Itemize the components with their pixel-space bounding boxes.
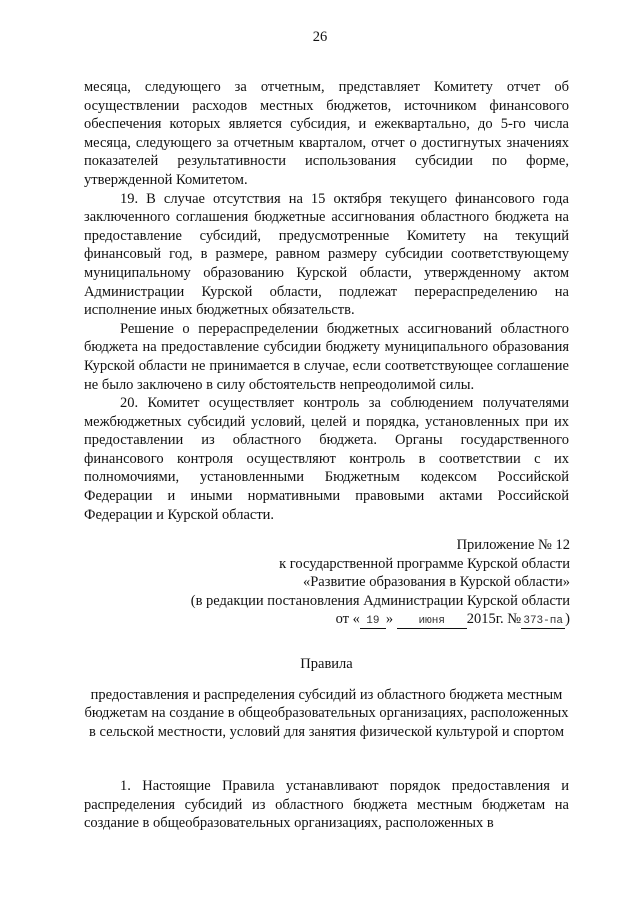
body-text-bottom xyxy=(84,777,569,833)
rules-title xyxy=(84,655,569,741)
appendix-header xyxy=(191,536,570,629)
appendix-program: к государственной программе Курской области xyxy=(279,555,570,572)
date-year: 2015г. № xyxy=(466,611,522,628)
body-text-top xyxy=(84,78,569,524)
paragraph-20: 20. Комитет осуществляет контроль за соблюдением получателями межбюджетных субсидий условий, целей и порядка, установленных при их предоставлении из областного бюджета. Органы государственного финансового контроля осуществляют контроль в соответствии с их полномочиями, установленными Бюджетным кодексом Российской Федерации и иными нормативными правовыми актами Российской Федерации и Курской области. xyxy=(84,395,569,523)
rules-heading: Правила xyxy=(300,656,353,672)
date-month-field: июня xyxy=(397,615,467,629)
appendix-number: Приложение № 12 xyxy=(456,537,570,553)
paragraph-19: 19. В случае отсутствия на 15 октября текущего финансового года заключенного соглашения бюджетные ассигнования областного бюджета на предоставление субсидий, предусмотренные Комитету на текущий финансовый год, в размере, равном размеру субсидии соответствующему муниципальному образованию Курской области, утвержденному актом Администрации Курской области, подлежат перераспределению на исполнение иных бюджетных обязательств. xyxy=(84,190,569,319)
paragraph-redistribution: Решение о перераспределении бюджетных ассигнований областного бюджета на предоставление субсидии бюджету муниципального образования Курской области не принимается в случае, если соответствующее соглашение не было заключено в силу обстоятельств непреодолимой силы. xyxy=(84,320,569,393)
rules-subheading: предоставления и распределения субсидий из областного бюджета местным бюджетам на создание в общеобразовательных организациях, расположенных в сельской местности, условий для занятия физической культурой и спортом xyxy=(84,686,569,740)
date-day-field: 19 xyxy=(360,615,386,629)
appendix-edition: (в редакции постановления Администрации Курской области xyxy=(190,592,570,609)
paragraph-1: 1. Настоящие Правила устанавливают порядок предоставления и распределения субсидий из областного бюджета местным бюджетам на создание в общеобразовательных организациях, расположенных в xyxy=(84,778,569,832)
appendix-date-line: от « 19 » июня 2015г. № 373-па ) xyxy=(335,611,570,628)
date-quote: » xyxy=(385,611,394,628)
paragraph-continuation: месяца, следующего за отчетным, представляет Комитету отчет об осуществлении расходов местных бюджетов, источником финансового обеспечения которых является субсидия, и ежеквартально, до 5-го числа месяца, следующего за отчетным кварталом, отчет о достигнутых значениях показателей результативности использования субсидии по форме, утвержденной Комитетом. xyxy=(84,79,569,188)
page-number: 26 xyxy=(312,29,328,45)
document-number-field: 373-па xyxy=(521,615,565,629)
date-prefix: от « xyxy=(335,611,360,628)
appendix-program-name: «Развитие образования в Курской области» xyxy=(302,574,570,591)
